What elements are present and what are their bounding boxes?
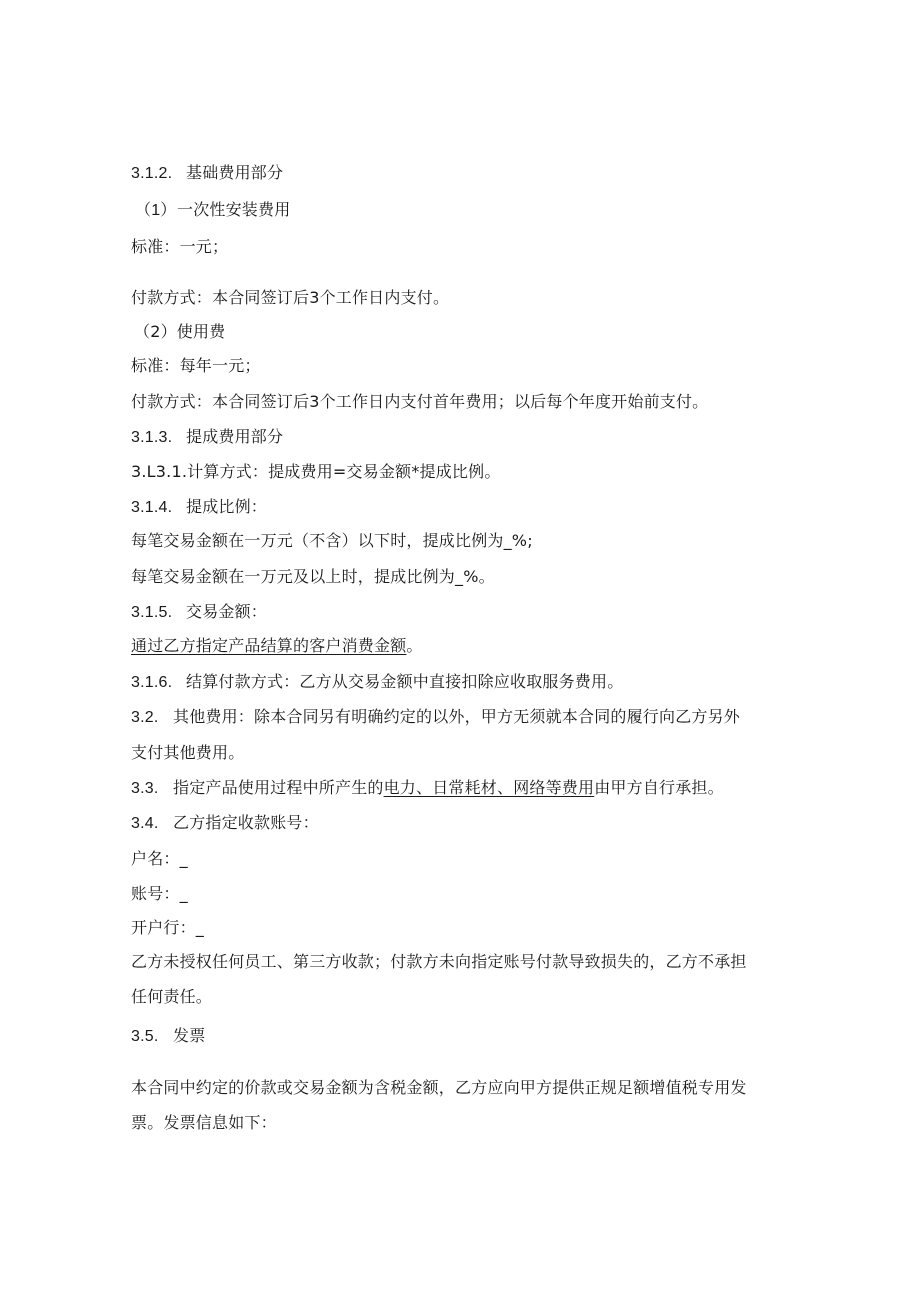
section-3-3 (131, 777, 724, 800)
item-1-payment-method: 付款方式：本合同签订后3个工作日内支付。 (131, 288, 450, 307)
invoice-line-2: 票。发票信息如下： (131, 1113, 277, 1132)
underlined-definition: 通过乙方指定产品结算的客户消费金额 (131, 636, 407, 655)
invoice-line-1: 本合同中约定的价款或交易金额为含税金额，乙方应向甲方提供正规足额增值税专用发 (131, 1078, 747, 1097)
section-number: 3.1.4. (131, 499, 173, 516)
item-number: （1） (135, 202, 177, 219)
section-number: 3.2. (131, 709, 159, 726)
section-title: 提成费用部分 (186, 427, 284, 446)
underlined-costs: 电力、日常耗材、网络等费用 (383, 778, 595, 797)
transaction-amount-definition (131, 635, 423, 657)
ratio-above-threshold: 每笔交易金额在一万元及以上时，提成比例为_%。 (131, 567, 495, 586)
section-title: 交易金额： (186, 602, 268, 621)
section-text: 其他费用：除本合同另有明确约定的以外，甲方无须就本合同的履行向乙方另外 (173, 707, 741, 726)
item-2-payment-method: 付款方式：本合同签订后3个工作日内支付首年费用；以后每个年度开始前支付。 (131, 392, 709, 411)
item-1-installation-fee (135, 199, 290, 222)
section-3-2-continued: 支付其他费用。 (131, 743, 245, 762)
account-bank: 开户行：_ (131, 918, 205, 937)
account-number: 账号：_ (131, 884, 188, 903)
section-number: 3.1.5. (131, 604, 173, 621)
section-title: 基础费用部分 (186, 163, 284, 182)
section-text-end: 由甲方自行承担。 (594, 778, 724, 797)
item-1-standard: 标准：一元； (131, 237, 229, 256)
section-number: 3.1.3. (131, 429, 173, 446)
account-name: 户名：_ (131, 849, 188, 868)
section-title: 提成比例： (186, 497, 268, 516)
section-number: 3.4. (131, 815, 159, 832)
item-title: 一次性安装费用 (177, 200, 291, 219)
section-3-1-3 (131, 426, 283, 449)
section-number: 3.5. (131, 1028, 159, 1045)
disclaimer-line-2: 任何责任。 (131, 987, 213, 1006)
section-number: 3.1.6. (131, 674, 173, 691)
item-2-usage-fee: （2）使用费 (134, 322, 226, 341)
section-number: 3.1.2. (131, 165, 173, 182)
section-3-1-3-1-formula: 3.L3.1.计算方式：提成费用=交易金额*提成比例。 (131, 462, 501, 481)
section-3-1-6 (131, 671, 623, 694)
section-3-2 (131, 706, 740, 729)
section-3-1-5 (131, 601, 267, 624)
section-title: 发票 (173, 1026, 206, 1045)
section-3-1-4 (131, 496, 267, 519)
section-number: 3.3. (131, 780, 159, 797)
section-title: 乙方指定收款账号： (173, 813, 319, 832)
section-text: 结算付款方式：乙方从交易金额中直接扣除应收取服务费用。 (186, 672, 624, 691)
ratio-below-threshold: 每笔交易金额在一万元（不含）以下时，提成比例为_%; (131, 531, 533, 550)
definition-end-mark: 。 (406, 636, 423, 655)
section-3-1-2 (131, 162, 283, 185)
section-text-start: 指定产品使用过程中所产生的 (173, 778, 384, 797)
disclaimer-line-1: 乙方未授权任何员工、第三方收款；付款方未向指定账号付款导致损失的，乙方不承担 (131, 952, 747, 971)
section-3-4 (131, 812, 319, 835)
item-2-standard: 标准：每年一元； (131, 356, 261, 375)
section-3-5 (131, 1025, 205, 1048)
